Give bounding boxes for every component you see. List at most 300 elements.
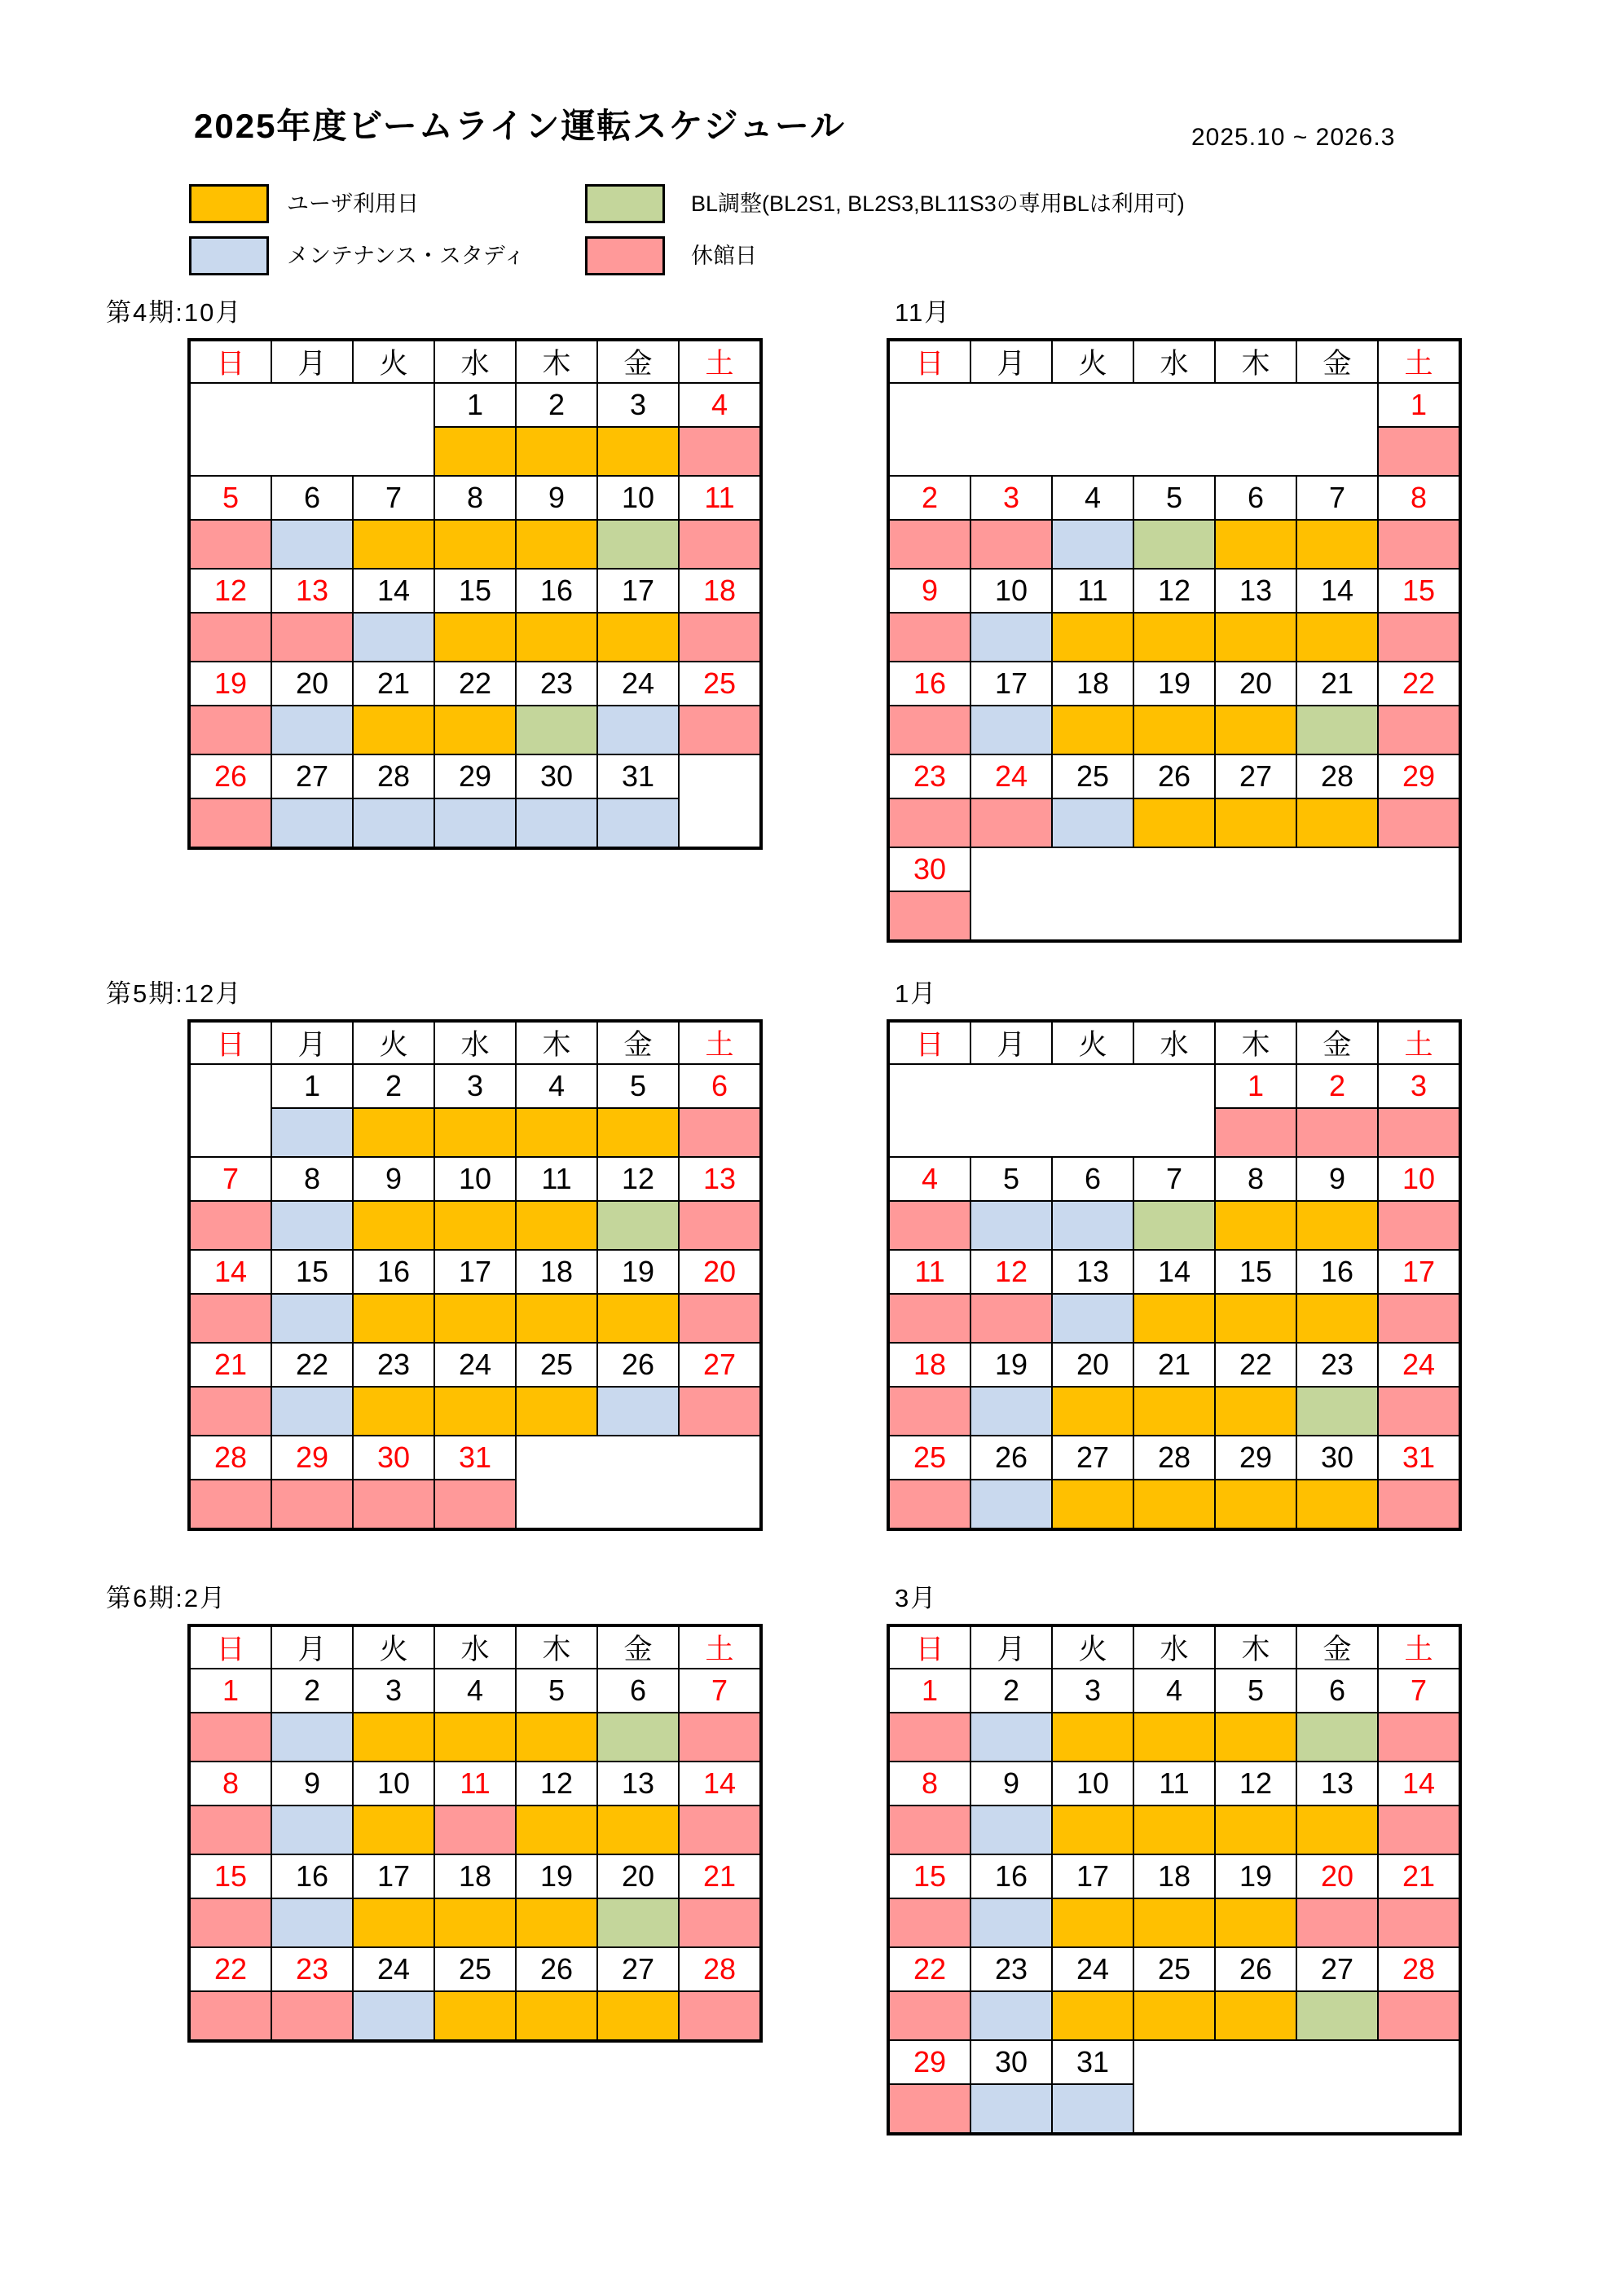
weekday-header: 月	[271, 1021, 353, 1064]
date-cell: 10	[434, 1157, 516, 1201]
date-cell: 23	[1296, 1343, 1378, 1387]
weekday-header: 日	[189, 340, 271, 383]
schedule-cell-maint	[970, 1480, 1052, 1529]
schedule-cell-user	[516, 1387, 597, 1436]
schedule-cell-maint	[434, 798, 516, 848]
date-cell: 13	[1296, 1762, 1378, 1806]
weekday-header: 土	[679, 1021, 761, 1064]
date-cell: 15	[271, 1250, 353, 1294]
schedule-cell-maint	[597, 1387, 679, 1436]
schedule-cell-closed	[1378, 1294, 1460, 1343]
schedule-cell-user	[1052, 1387, 1133, 1436]
weekday-header: 日	[888, 1625, 970, 1669]
date-cell: 27	[271, 754, 353, 798]
date-cell: 25	[1133, 1947, 1215, 1991]
date-cell: 11	[1133, 1762, 1215, 1806]
date-cell: 28	[679, 1947, 761, 1991]
weekday-header: 土	[1378, 340, 1460, 383]
schedule-cell-closed	[888, 891, 970, 941]
date-cell: 28	[1378, 1947, 1460, 1991]
schedule-cell-user	[434, 1991, 516, 2041]
schedule-cell-closed	[888, 706, 970, 754]
date-cell: 7	[679, 1669, 761, 1713]
date-cell: 21	[1133, 1343, 1215, 1387]
date-cell: 10	[353, 1762, 434, 1806]
schedule-cell-maint	[271, 520, 353, 569]
date-cell: 20	[1052, 1343, 1133, 1387]
date-cell: 16	[970, 1854, 1052, 1898]
schedule-cell-user	[516, 1991, 597, 2041]
date-cell: 31	[434, 1436, 516, 1480]
schedule-cell-maint	[271, 1713, 353, 1762]
date-cell: 7	[353, 476, 434, 520]
weekday-header: 火	[353, 340, 434, 383]
date-cell: 25	[434, 1947, 516, 1991]
schedule-cell-closed	[888, 1806, 970, 1854]
date-cell: 18	[1052, 662, 1133, 706]
date-cell: 14	[1378, 1762, 1460, 1806]
schedule-cell-closed	[1378, 1480, 1460, 1529]
schedule-cell-user	[1215, 798, 1296, 847]
schedule-cell-closed	[679, 1806, 761, 1854]
date-cell: 17	[1052, 1854, 1133, 1898]
schedule-cell-closed	[1378, 1806, 1460, 1854]
schedule-cell-closed	[970, 1294, 1052, 1343]
schedule-cell-closed	[888, 1991, 970, 2040]
date-cell: 4	[1052, 476, 1133, 520]
schedule-cell-user	[597, 427, 679, 476]
date-cell: 29	[434, 754, 516, 798]
weekday-header: 木	[516, 1625, 597, 1669]
schedule-cell-maint	[970, 1898, 1052, 1947]
weekday-header: 火	[1052, 1625, 1133, 1669]
schedule-cell-bl	[597, 1201, 679, 1250]
date-cell: 20	[271, 662, 353, 706]
date-cell: 2	[516, 383, 597, 427]
month-title-october: 第4期:10月	[106, 298, 243, 327]
schedule-cell-closed	[189, 1480, 271, 1529]
date-cell: 2	[271, 1669, 353, 1713]
date-cell: 20	[1296, 1854, 1378, 1898]
date-cell: 25	[516, 1343, 597, 1387]
date-cell: 6	[1215, 476, 1296, 520]
date-cell: 30	[970, 2040, 1052, 2084]
date-cell: 16	[516, 569, 597, 613]
date-cell: 6	[1296, 1669, 1378, 1713]
date-cell: 15	[1378, 569, 1460, 613]
date-cell: 5	[516, 1669, 597, 1713]
empty-cell	[888, 383, 1378, 476]
schedule-cell-closed	[679, 1108, 761, 1157]
date-cell: 19	[597, 1250, 679, 1294]
date-cell: 4	[1133, 1669, 1215, 1713]
date-cell: 9	[888, 569, 970, 613]
schedule-cell-closed	[888, 520, 970, 569]
legend-label-user-day: ユーザ利用日	[287, 191, 419, 216]
schedule-cell-closed	[189, 1294, 271, 1343]
weekday-header: 水	[1133, 1625, 1215, 1669]
schedule-cell-user	[516, 613, 597, 662]
schedule-cell-closed	[679, 1898, 761, 1947]
month-title-february: 第6期:2月	[106, 1584, 227, 1612]
schedule-cell-closed	[189, 1898, 271, 1947]
date-cell: 15	[1215, 1250, 1296, 1294]
schedule-cell-maint	[271, 1201, 353, 1250]
date-cell: 10	[970, 569, 1052, 613]
weekday-header: 金	[597, 1625, 679, 1669]
date-cell: 23	[888, 754, 970, 798]
date-cell: 22	[1215, 1343, 1296, 1387]
date-cell: 15	[434, 569, 516, 613]
schedule-cell-user	[353, 520, 434, 569]
date-cell: 15	[189, 1854, 271, 1898]
date-cell: 24	[434, 1343, 516, 1387]
schedule-cell-user	[1296, 1806, 1378, 1854]
schedule-cell-closed	[189, 1991, 271, 2041]
legend-swatch-bl-adjustment	[585, 184, 665, 223]
weekday-header: 水	[434, 1021, 516, 1064]
date-cell: 9	[271, 1762, 353, 1806]
calendar-table-mar	[887, 1624, 1462, 2135]
date-cell: 26	[1215, 1947, 1296, 1991]
weekday-header: 土	[1378, 1625, 1460, 1669]
weekday-header: 火	[353, 1625, 434, 1669]
schedule-cell-user	[1215, 706, 1296, 754]
schedule-cell-user	[1052, 1480, 1133, 1529]
date-cell: 28	[1296, 754, 1378, 798]
date-cell: 5	[189, 476, 271, 520]
empty-cell	[189, 383, 434, 476]
date-cell: 14	[1296, 569, 1378, 613]
date-cell: 27	[1052, 1436, 1133, 1480]
schedule-cell-user	[353, 1294, 434, 1343]
schedule-cell-closed	[888, 1898, 970, 1947]
date-cell: 29	[1215, 1436, 1296, 1480]
schedule-cell-closed	[970, 798, 1052, 847]
schedule-cell-user	[1052, 1806, 1133, 1854]
weekday-header: 月	[271, 340, 353, 383]
schedule-cell-closed	[1215, 1108, 1296, 1157]
schedule-cell-user	[1215, 1294, 1296, 1343]
legend-label-bl-adjustment: BL調整(BL2S1, BL2S3,BL11S3の専用BLは利用可)	[691, 191, 1185, 216]
schedule-cell-maint	[271, 798, 353, 848]
schedule-cell-user	[434, 520, 516, 569]
weekday-header: 水	[1133, 1021, 1215, 1064]
schedule-cell-user	[1133, 1713, 1215, 1762]
month-title-january: 1月	[895, 979, 938, 1008]
schedule-cell-user	[516, 1806, 597, 1854]
date-cell: 10	[597, 476, 679, 520]
weekday-header: 月	[970, 1021, 1052, 1064]
date-cell: 17	[353, 1854, 434, 1898]
empty-cell	[516, 1436, 761, 1529]
weekday-header: 金	[1296, 1625, 1378, 1669]
schedule-cell-maint	[597, 706, 679, 754]
schedule-cell-user	[434, 613, 516, 662]
date-cell: 24	[1378, 1343, 1460, 1387]
date-cell: 23	[353, 1343, 434, 1387]
calendar-table-jan	[887, 1019, 1462, 1531]
calendar-table-oct	[187, 338, 763, 850]
schedule-cell-bl	[597, 1713, 679, 1762]
date-cell: 3	[353, 1669, 434, 1713]
schedule-cell-closed	[970, 520, 1052, 569]
date-cell: 26	[1133, 754, 1215, 798]
page-title: 2025年度ビームライン運転スケジュール	[194, 107, 846, 145]
weekday-header: 水	[434, 1625, 516, 1669]
schedule-cell-maint	[353, 613, 434, 662]
date-cell: 12	[516, 1762, 597, 1806]
date-cell: 19	[1215, 1854, 1296, 1898]
date-cell: 27	[597, 1947, 679, 1991]
schedule-cell-user	[353, 1806, 434, 1854]
schedule-cell-maint	[1052, 1294, 1133, 1343]
schedule-cell-closed	[189, 1201, 271, 1250]
empty-cell	[1133, 2040, 1460, 2134]
schedule-cell-user	[1215, 1480, 1296, 1529]
date-cell: 1	[1215, 1064, 1296, 1108]
weekday-header: 金	[597, 340, 679, 383]
schedule-cell-maint	[597, 798, 679, 848]
date-cell: 16	[1296, 1250, 1378, 1294]
schedule-cell-closed	[888, 1713, 970, 1762]
weekday-header: 月	[271, 1625, 353, 1669]
legend-swatch-closed-day	[585, 236, 665, 275]
date-cell: 7	[1378, 1669, 1460, 1713]
schedule-cell-user	[1133, 613, 1215, 662]
date-cell: 30	[1296, 1436, 1378, 1480]
schedule-cell-user	[1133, 1387, 1215, 1436]
date-cell: 17	[434, 1250, 516, 1294]
date-cell: 19	[516, 1854, 597, 1898]
weekday-header: 木	[1215, 1021, 1296, 1064]
date-cell: 9	[516, 476, 597, 520]
schedule-cell-user	[1133, 1898, 1215, 1947]
date-cell: 14	[1133, 1250, 1215, 1294]
date-cell: 11	[888, 1250, 970, 1294]
weekday-header: 金	[1296, 340, 1378, 383]
schedule-cell-closed	[679, 427, 761, 476]
date-cell: 8	[434, 476, 516, 520]
weekday-header: 木	[516, 340, 597, 383]
date-cell: 17	[597, 569, 679, 613]
date-cell: 6	[679, 1064, 761, 1108]
date-cell: 22	[434, 662, 516, 706]
schedule-cell-maint	[271, 1294, 353, 1343]
date-cell: 4	[679, 383, 761, 427]
calendar-table-dec	[187, 1019, 763, 1531]
schedule-cell-user	[434, 1387, 516, 1436]
date-cell: 8	[189, 1762, 271, 1806]
date-cell: 1	[888, 1669, 970, 1713]
calendar-october	[187, 338, 763, 850]
date-cell: 24	[970, 754, 1052, 798]
schedule-cell-user	[1052, 1898, 1133, 1947]
schedule-cell-maint	[1052, 2084, 1133, 2134]
date-cell: 21	[189, 1343, 271, 1387]
schedule-cell-user	[434, 1108, 516, 1157]
date-cell: 16	[888, 662, 970, 706]
date-cell: 11	[679, 476, 761, 520]
schedule-cell-maint	[970, 1806, 1052, 1854]
date-cell: 14	[189, 1250, 271, 1294]
schedule-cell-user	[516, 1108, 597, 1157]
schedule-cell-bl	[1133, 1201, 1215, 1250]
schedule-cell-user	[434, 1713, 516, 1762]
date-cell: 24	[597, 662, 679, 706]
schedule-cell-user	[1215, 1201, 1296, 1250]
schedule-cell-bl	[1296, 1713, 1378, 1762]
schedule-cell-user	[1296, 798, 1378, 847]
schedule-cell-user	[353, 1898, 434, 1947]
month-title-march: 3月	[895, 1584, 938, 1612]
weekday-header: 日	[189, 1021, 271, 1064]
date-cell: 18	[679, 569, 761, 613]
schedule-cell-maint	[1052, 798, 1133, 847]
date-cell: 30	[353, 1436, 434, 1480]
schedule-cell-closed	[679, 1201, 761, 1250]
schedule-cell-closed	[888, 1201, 970, 1250]
date-cell: 12	[970, 1250, 1052, 1294]
legend-swatch-user-day	[189, 184, 269, 223]
schedule-cell-closed	[1296, 1898, 1378, 1947]
weekday-header: 木	[1215, 340, 1296, 383]
date-cell: 3	[1052, 1669, 1133, 1713]
date-cell: 20	[679, 1250, 761, 1294]
date-cell: 9	[970, 1762, 1052, 1806]
schedule-cell-maint	[516, 798, 597, 848]
schedule-cell-bl	[516, 706, 597, 754]
date-cell: 18	[888, 1343, 970, 1387]
schedule-cell-closed	[1378, 1108, 1460, 1157]
date-cell: 16	[271, 1854, 353, 1898]
date-cell: 3	[597, 383, 679, 427]
date-cell: 26	[597, 1343, 679, 1387]
schedule-cell-closed	[1378, 520, 1460, 569]
schedule-cell-maint	[970, 1991, 1052, 2040]
schedule-cell-user	[1133, 1806, 1215, 1854]
calendar-december	[187, 1019, 763, 1531]
weekday-header: 月	[970, 1625, 1052, 1669]
schedule-cell-closed	[679, 1294, 761, 1343]
weekday-header: 火	[1052, 340, 1133, 383]
legend-label-closed-day: 休館日	[691, 244, 757, 268]
schedule-cell-closed	[1378, 706, 1460, 754]
schedule-cell-user	[1215, 520, 1296, 569]
weekday-header: 木	[516, 1021, 597, 1064]
schedule-cell-user	[434, 1898, 516, 1947]
schedule-cell-user	[1052, 1991, 1133, 2040]
schedule-cell-closed	[679, 613, 761, 662]
schedule-cell-closed	[189, 1806, 271, 1854]
date-cell: 13	[597, 1762, 679, 1806]
schedule-cell-user	[353, 1108, 434, 1157]
schedule-cell-user	[1052, 1713, 1133, 1762]
schedule-cell-user	[1052, 706, 1133, 754]
date-cell: 13	[1215, 569, 1296, 613]
weekday-header: 日	[888, 340, 970, 383]
date-cell: 13	[271, 569, 353, 613]
date-cell: 5	[970, 1157, 1052, 1201]
schedule-cell-user	[597, 1991, 679, 2041]
date-cell: 22	[888, 1947, 970, 1991]
schedule-cell-bl	[1296, 1387, 1378, 1436]
date-cell: 20	[1215, 662, 1296, 706]
schedule-cell-closed	[888, 2084, 970, 2134]
schedule-cell-maint	[271, 1108, 353, 1157]
date-cell: 1	[189, 1669, 271, 1713]
schedule-cell-closed	[189, 613, 271, 662]
date-cell: 26	[970, 1436, 1052, 1480]
calendar-january	[887, 1019, 1462, 1531]
weekday-header: 火	[353, 1021, 434, 1064]
schedule-cell-user	[1052, 613, 1133, 662]
weekday-header: 日	[888, 1021, 970, 1064]
date-cell: 1	[1378, 383, 1460, 427]
calendar-march	[887, 1624, 1462, 2135]
date-cell: 31	[1378, 1436, 1460, 1480]
schedule-cell-maint	[353, 798, 434, 848]
schedule-cell-user	[353, 1201, 434, 1250]
schedule-cell-user	[1215, 1898, 1296, 1947]
date-cell: 6	[1052, 1157, 1133, 1201]
empty-cell	[189, 1064, 271, 1157]
date-cell: 12	[1133, 569, 1215, 613]
date-cell: 4	[888, 1157, 970, 1201]
date-cell: 22	[1378, 662, 1460, 706]
schedule-cell-maint	[1052, 1201, 1133, 1250]
date-cell: 19	[1133, 662, 1215, 706]
date-cell: 4	[434, 1669, 516, 1713]
date-cell: 11	[434, 1762, 516, 1806]
schedule-cell-closed	[271, 1991, 353, 2041]
weekday-header: 火	[1052, 1021, 1133, 1064]
legend-swatch-maintenance-study	[189, 236, 269, 275]
date-cell: 8	[888, 1762, 970, 1806]
schedule-cell-user	[597, 1806, 679, 1854]
schedule-cell-user	[516, 1294, 597, 1343]
empty-cell	[970, 847, 1460, 941]
schedule-cell-closed	[1378, 1991, 1460, 2040]
schedule-cell-user	[1133, 1480, 1215, 1529]
schedule-cell-closed	[271, 1480, 353, 1529]
schedule-cell-closed	[679, 1387, 761, 1436]
schedule-cell-maint	[271, 1387, 353, 1436]
schedule-cell-bl	[1296, 706, 1378, 754]
schedule-cell-user	[434, 427, 516, 476]
date-cell: 25	[679, 662, 761, 706]
date-cell: 25	[1052, 754, 1133, 798]
schedule-cell-user	[1133, 1991, 1215, 2040]
date-cell: 26	[516, 1947, 597, 1991]
date-cell: 2	[888, 476, 970, 520]
date-cell: 23	[970, 1947, 1052, 1991]
date-cell: 17	[970, 662, 1052, 706]
date-cell: 24	[1052, 1947, 1133, 1991]
calendar-february	[187, 1624, 763, 2043]
date-cell: 8	[271, 1157, 353, 1201]
schedule-cell-maint	[1052, 520, 1133, 569]
schedule-cell-closed	[1378, 798, 1460, 847]
schedule-cell-bl	[1133, 520, 1215, 569]
schedule-cell-user	[353, 1387, 434, 1436]
schedule-cell-closed	[1378, 1898, 1460, 1947]
date-cell: 7	[189, 1157, 271, 1201]
date-cell: 30	[516, 754, 597, 798]
schedule-cell-user	[1215, 1806, 1296, 1854]
weekday-header: 土	[1378, 1021, 1460, 1064]
date-cell: 9	[353, 1157, 434, 1201]
